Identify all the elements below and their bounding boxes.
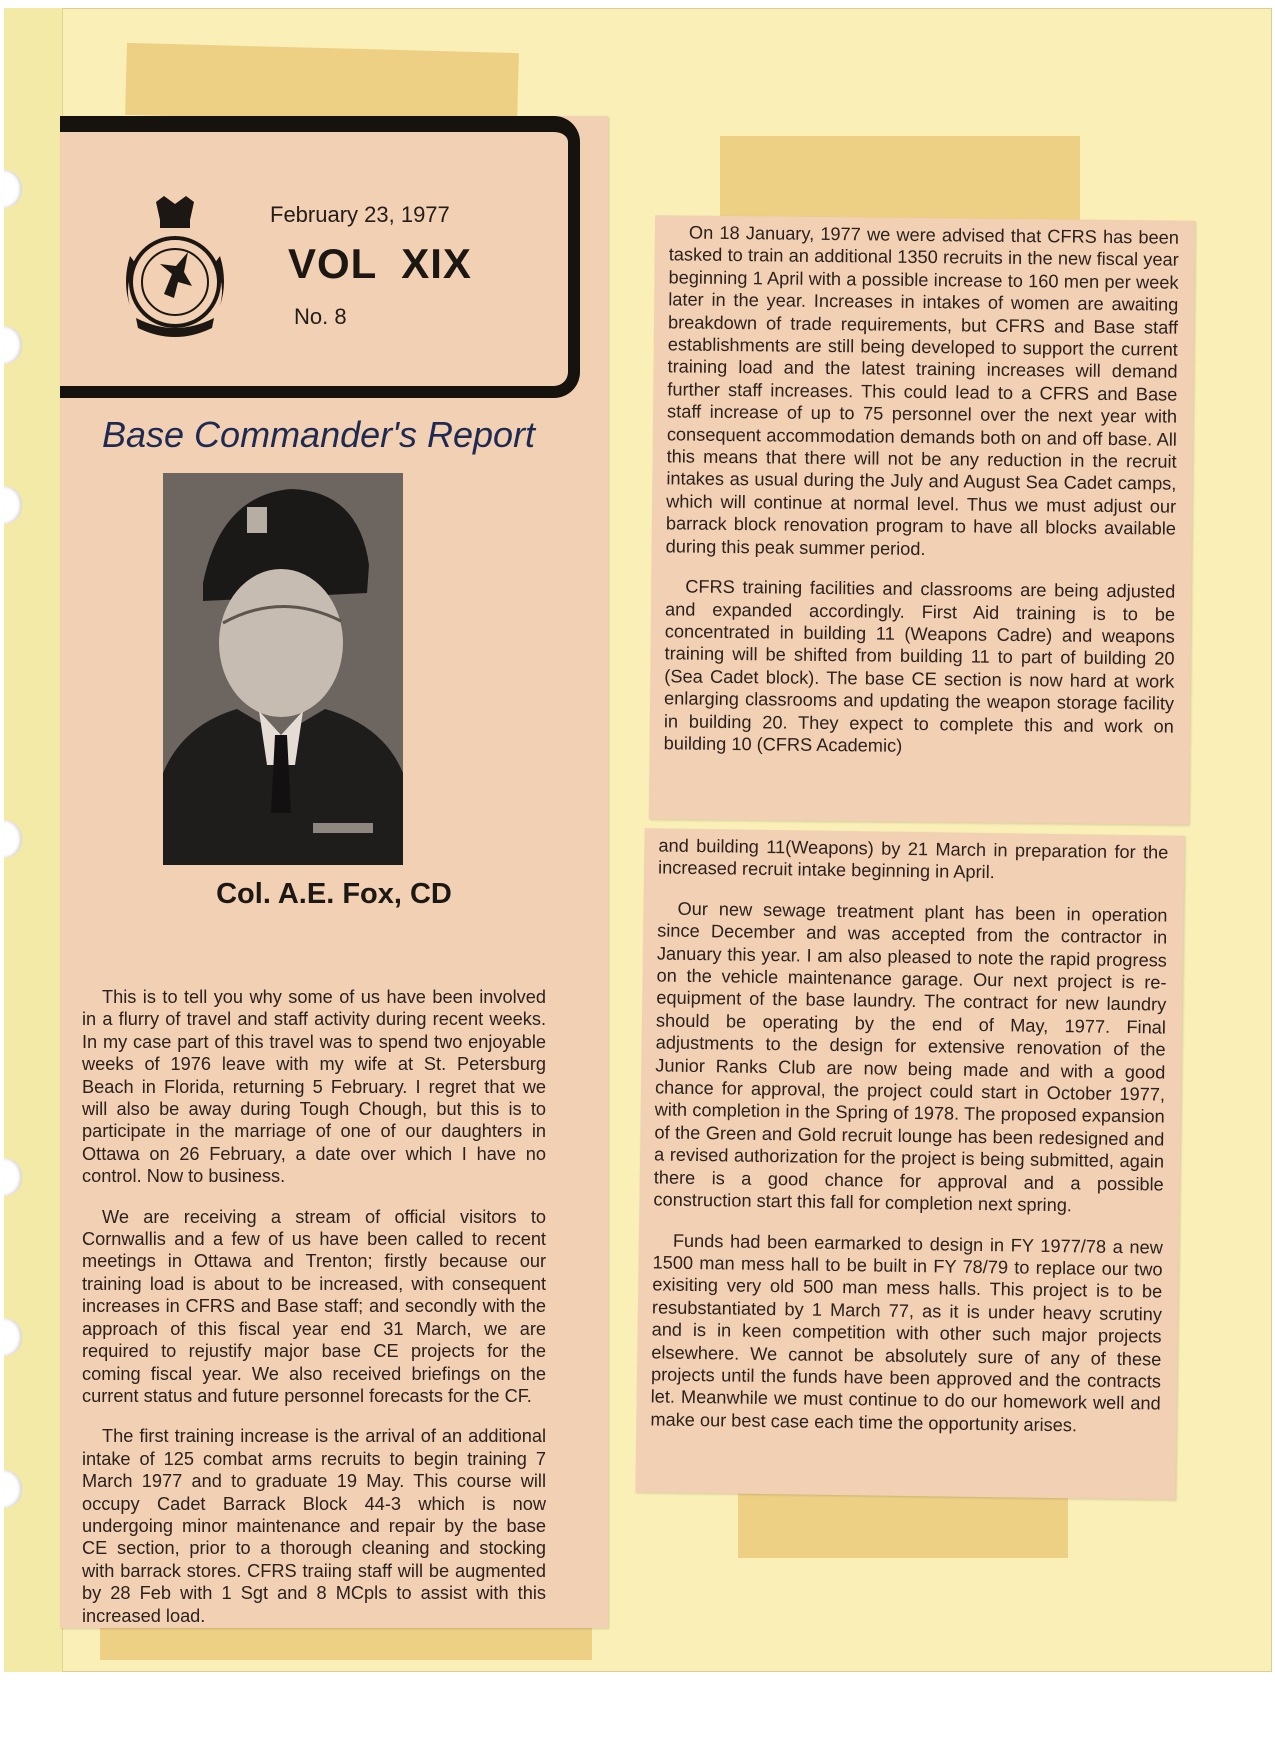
paragraph: We are receiving a stream of official visitors to Cornwallis and a few of us have been called to recent meetings in Ottawa and Trenton; firstly because our training load is about to be increased, with consequent increases in CFRS and Base staff; and secondly with the approach of this fiscal year end 31 March, we are required to rejustify major base CE projects for the coming fiscal year. We also received briefings on the current status and future personnel forecasts for the CF. <box>82 1206 546 1406</box>
paragraph: On 18 January, 1977 we were advised that CFRS has been tasked to train an additional 1350 recruits in the new fiscal year beginning 1 April with a possible increase to 160 men per week later in the year. Increases in intakes of women are awaiting breakdown of trade requirements, but CFRS and Base staff establishments are still being developed to support the current training load and the latest training increases will demand further staff increases. This could lead to a CFRS and Base staff increase of up to 75 personnel over the next year with consequent accommodation demands both on and off base. All this means that there will not be any reduction in the recruit intakes as usual during the July and August Sea Cadet camps, which will continue at normal level. Thus we must adjust our barrack block renovation program to have all blocks available during this peak summer period. <box>665 222 1180 559</box>
right-top-text <box>663 221 1179 778</box>
tape-strip <box>720 136 1080 226</box>
punch-hole <box>4 486 22 524</box>
base-crest-icon <box>116 194 234 344</box>
punch-hole <box>4 1470 22 1508</box>
paragraph: The first training increase is the arrival of an additional intake of 125 combat arms recruits to begin training 7 March 1977 and to graduate 19 May. This course will occupy Cadet Barrack Block 44-3 which is now undergoing minor maintenance and repair by the base CE section, prior to a thorough cleaning and stocking with barrack stores. CFRS traiing staff will be augmented by 28 Feb with 1 Sgt and 8 MCpls to assist with this increased load. <box>82 1426 546 1626</box>
binder-margin <box>4 8 63 1672</box>
issue-number: No. 8 <box>294 304 347 329</box>
article-headline: Base Commander's Report <box>102 414 536 455</box>
punch-hole <box>4 326 22 364</box>
paragraph: and building 11(Weapons) by 21 March in preparation for the increased recruit intake beginning in April. <box>657 835 1169 883</box>
commander-portrait <box>163 473 403 865</box>
issue-date: February 23, 1977 <box>270 202 450 227</box>
left-column-text <box>82 986 546 1645</box>
clipping-right-bottom <box>635 828 1184 1499</box>
punch-hole <box>4 820 22 858</box>
clipping-right-top <box>649 215 1195 825</box>
right-bottom-text <box>650 834 1169 1455</box>
paragraph: This is to tell you why some of us have been involved in a flurry of travel and staff activity during recent weeks. In my case part of this travel was to spend two enjoyable weeks of 1976 leave with my wife at St. Petersburg Beach in Florida, returning 5 February. I regret that we will also be away during Tough Chough, but this is to participate in the marriage of one of our daughters in Ottawa on 26 February, a date over which I have no control. Now to business. <box>82 987 546 1187</box>
paragraph: Funds had been earmarked to design in FY 1977/78 a new 1500 man mess hall to be built in FY 78/79 to replace our two exisiting very old 500 man mess halls. This project is to be resubstantiated by 1 March 77, as it is under heavy scrutiny and is in keen competition with other such major projects elsewhere. We cannot be absolutely sure of any of these projects until the funds have been approved and the contracts let. Meanwhile we must continue to do our homework well and make our best case each time the opportunity arises. <box>650 1230 1164 1436</box>
tape-strip <box>125 43 519 125</box>
clipping-left <box>60 116 608 1628</box>
paragraph: Our new sewage treatment plant has been in operation since December and was accepted from the contractor in January this year. I am also pleased to note the rapid progress on the vehicle maintenance garage. Our next project is re-equipment of the base laundry. The contract for new laundry should be operating by the end of May, 1977. Final adjustments to the design for extensive renovation of the Junior Ranks Club are now being made and with a good chance for approval, the project could start in October 1977, with completion in the Spring of 1978. The proposed expansion of the Green and Gold recruit lounge has been redesigned and a revised authorization for the project is being submitted, again there is a good chance for approval and a possible construction start this fall for completion next spring. <box>653 898 1168 1216</box>
punch-hole <box>4 1318 22 1356</box>
photo-caption: Col. A.E. Fox, CD <box>216 878 452 910</box>
volume-number: VOL XIX <box>288 240 472 287</box>
punch-hole <box>4 170 22 208</box>
portrait-image <box>163 473 403 865</box>
newspaper-masthead <box>60 116 580 398</box>
punch-hole <box>4 1158 22 1196</box>
paragraph: CFRS training facilities and classrooms are being adjusted and expanded accordingly. First Aid training is to be concentrated in building 11 (Weapons Cadre) and weapons training will be shifted from building 11 to part of building 20 (Sea Cadet block). The base CE section is now hard at work enlarging classrooms and updating the weapon storage facility in building 20. They expect to complete this and work on building 10 (CFRS Academic) <box>663 576 1176 756</box>
